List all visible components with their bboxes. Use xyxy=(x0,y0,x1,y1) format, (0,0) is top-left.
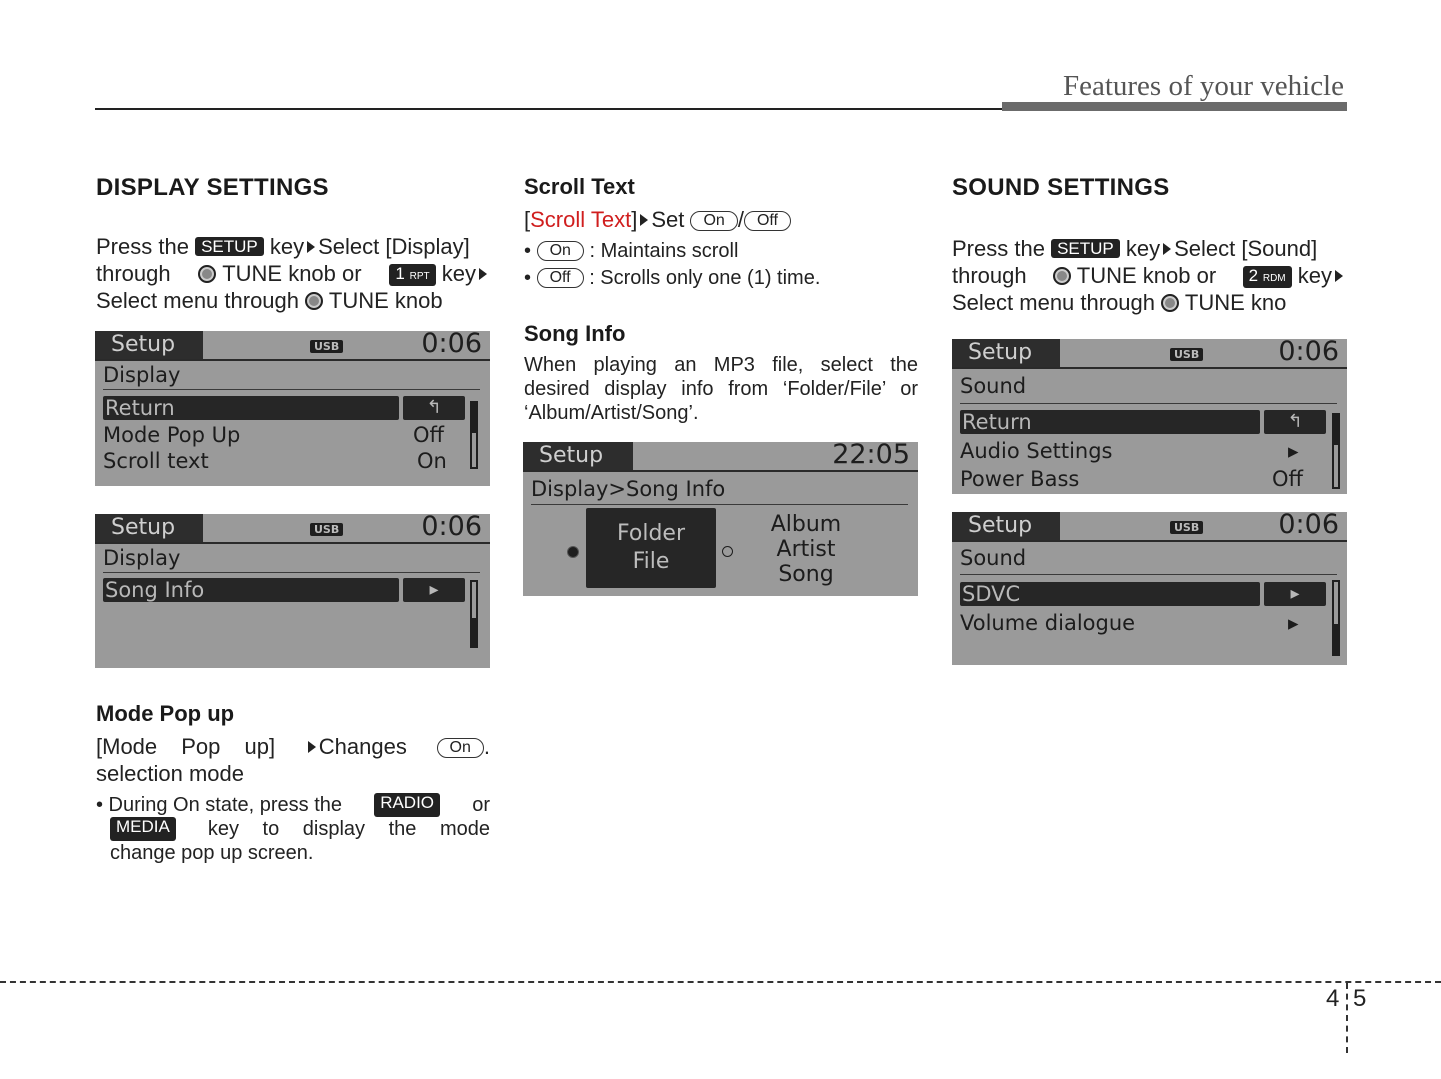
header-bar xyxy=(1002,102,1347,111)
scroll-text-bullets xyxy=(524,239,924,290)
on-pill-icon: On xyxy=(437,738,484,758)
key-sub: RPT xyxy=(409,271,430,282)
text: Press the xyxy=(952,236,1045,261)
lcd-row-value: Off xyxy=(413,423,444,447)
text: : Maintains scroll xyxy=(589,240,739,262)
text: Press the xyxy=(96,234,189,259)
arrow-right-icon: ▸ xyxy=(1288,439,1299,463)
option-label: File xyxy=(632,549,670,574)
page-number-left: 4 xyxy=(1326,985,1340,1012)
key-number: 2 xyxy=(1248,266,1259,285)
usb-icon: USB xyxy=(310,523,343,536)
media-key-icon: MEDIA xyxy=(110,817,176,841)
bullet: • xyxy=(524,240,532,262)
lcd-row-sdvc[interactable]: SDVC xyxy=(960,582,1260,606)
display-screen-2 xyxy=(95,514,490,668)
arrow-right-icon: ▸ xyxy=(403,578,465,602)
radio-key-icon: RADIO xyxy=(374,793,440,817)
option-label: Album xyxy=(770,512,842,537)
lcd-row-mode-popup[interactable]: Mode Pop Up xyxy=(103,423,241,447)
text: TUNE knob xyxy=(328,288,443,313)
chapter-title: Features of your vehicle xyxy=(1062,70,1344,102)
song-info-heading: Song Info xyxy=(524,321,626,346)
text: Select [Display] xyxy=(318,234,470,259)
lcd-rule xyxy=(103,572,480,573)
setup-key-icon: SETUP xyxy=(195,237,264,256)
return-icon: ↰ xyxy=(403,396,465,420)
text: / xyxy=(737,207,744,232)
lcd-tab: Setup xyxy=(95,514,203,542)
option-album-artist-song[interactable] xyxy=(751,512,861,587)
text: TUNE knob or xyxy=(1076,263,1217,288)
arrow-right-icon xyxy=(1335,270,1343,282)
arrow-right-icon xyxy=(640,214,648,226)
off-pill-icon: Off xyxy=(537,268,584,288)
usb-icon: USB xyxy=(1170,521,1203,534)
text: key to display the mode xyxy=(207,818,490,840)
scrollbar xyxy=(470,401,478,469)
text: key xyxy=(269,234,305,259)
text: key xyxy=(441,261,476,286)
lcd-time: 0:06 xyxy=(421,514,482,542)
sound-settings-heading: SOUND SETTINGS xyxy=(952,174,1170,201)
arrow-right-icon xyxy=(1163,243,1171,255)
text: ] xyxy=(631,207,638,232)
radio-unselected-icon xyxy=(722,546,733,557)
arrow-right-icon: ▸ xyxy=(1288,611,1299,635)
lcd-breadcrumb: Sound xyxy=(960,374,1027,398)
tune-knob-icon xyxy=(198,265,216,283)
bullet: • xyxy=(524,267,532,289)
mode-popup-heading: Mode Pop up xyxy=(96,701,235,726)
lcd-breadcrumb: Display xyxy=(103,546,181,570)
text: [ xyxy=(524,207,531,232)
text: or xyxy=(472,794,490,816)
option-label: Artist xyxy=(776,537,836,562)
text: TUNE knob or xyxy=(222,261,362,286)
lcd-row-scroll-text[interactable]: Scroll text xyxy=(103,449,209,473)
lcd-tab: Setup xyxy=(95,331,203,359)
lcd-rule xyxy=(103,389,480,390)
lcd-breadcrumb: Display>Song Info xyxy=(531,477,726,501)
song-info-body: When playing an MP3 file, select the desired display info from ‘Folder/File’ or ‘Album/Artist/Song’. xyxy=(524,354,918,424)
lcd-tab: Setup xyxy=(952,512,1060,540)
sound-screen-1 xyxy=(952,339,1347,494)
lcd-row-audio-settings[interactable]: Audio Settings xyxy=(960,439,1113,463)
lcd-tab: Setup xyxy=(952,339,1060,367)
key-number: 1 xyxy=(395,264,405,283)
text: [Mode Pop up] xyxy=(96,734,276,759)
arrow-right-icon xyxy=(308,741,316,753)
usb-icon: USB xyxy=(1170,348,1203,361)
text: Scroll Text xyxy=(530,207,632,232)
lcd-row-power-bass[interactable]: Power Bass xyxy=(960,467,1080,491)
sound-screen-2 xyxy=(952,512,1347,665)
mode-popup-bullet xyxy=(96,793,490,865)
arrow-right-icon xyxy=(307,241,315,253)
lcd-row-return[interactable]: Return xyxy=(960,410,1260,434)
text: Select menu through xyxy=(96,288,300,313)
lcd-row-value: Off xyxy=(1272,467,1303,491)
text: through xyxy=(96,261,171,286)
option-folder-file[interactable] xyxy=(586,508,716,588)
lcd-rule xyxy=(960,403,1337,404)
text: TUNE kno xyxy=(1184,290,1287,315)
rdm-key-icon xyxy=(1243,266,1292,288)
text: Changes xyxy=(318,734,407,759)
scroll-text-heading: Scroll Text xyxy=(524,174,635,199)
option-label: Folder xyxy=(617,521,685,546)
display-settings-heading: DISPLAY SETTINGS xyxy=(96,174,329,201)
sound-intro xyxy=(952,235,1346,316)
lcd-time: 0:06 xyxy=(1278,339,1339,367)
lcd-row-volume-dialogue[interactable]: Volume dialogue xyxy=(960,611,1136,635)
arrow-right-icon: ▸ xyxy=(1264,582,1326,606)
scrollbar xyxy=(1332,413,1340,489)
lcd-row-song-info[interactable]: Song Info xyxy=(103,578,399,602)
lcd-time: 0:06 xyxy=(1278,512,1339,540)
off-pill-icon: Off xyxy=(744,211,791,231)
lcd-breadcrumb: Sound xyxy=(960,546,1027,570)
rpt-key-icon xyxy=(389,264,435,286)
text: key xyxy=(1297,263,1332,288)
page-divider xyxy=(1346,983,1348,1053)
mode-popup-text xyxy=(96,733,490,787)
lcd-rule xyxy=(960,574,1337,575)
lcd-breadcrumb: Display xyxy=(103,363,181,387)
text: : Scrolls only one (1) time. xyxy=(589,267,821,289)
usb-icon: USB xyxy=(310,340,343,353)
text: • During On state, press the xyxy=(96,794,343,816)
scrollbar xyxy=(1332,580,1340,656)
arrow-right-icon xyxy=(479,268,487,280)
option-label: Song xyxy=(778,562,834,587)
display-screen-1 xyxy=(95,331,490,486)
on-pill-icon: On xyxy=(690,211,737,231)
text: change pop up screen. xyxy=(110,842,314,864)
song-info-screen xyxy=(523,442,918,596)
display-intro xyxy=(96,233,490,314)
scroll-text-set xyxy=(524,206,924,233)
scrollbar xyxy=(470,580,478,648)
text: Set xyxy=(651,207,685,232)
lcd-row-return[interactable]: Return xyxy=(103,396,399,420)
text: through xyxy=(952,263,1027,288)
setup-key-icon: SETUP xyxy=(1051,239,1120,258)
footer-rule xyxy=(0,981,1441,983)
lcd-tab: Setup xyxy=(523,442,633,470)
lcd-time: 22:05 xyxy=(832,442,910,470)
text: key xyxy=(1125,236,1161,261)
text: Select menu through xyxy=(952,290,1156,315)
tune-knob-icon xyxy=(1161,294,1179,312)
lcd-rule xyxy=(531,504,908,505)
text: selection mode xyxy=(96,761,244,786)
tune-knob-icon xyxy=(1053,267,1071,285)
text: Select [Sound] xyxy=(1174,236,1318,261)
text: . xyxy=(483,734,490,759)
return-icon: ↰ xyxy=(1264,410,1326,434)
page-number-right: 5 xyxy=(1353,985,1367,1012)
key-sub: RDM xyxy=(1262,273,1286,284)
radio-selected-icon xyxy=(567,546,579,558)
lcd-time: 0:06 xyxy=(421,331,482,359)
on-pill-icon: On xyxy=(537,241,584,261)
lcd-row-value: On xyxy=(417,449,447,473)
tune-knob-icon xyxy=(305,292,323,310)
